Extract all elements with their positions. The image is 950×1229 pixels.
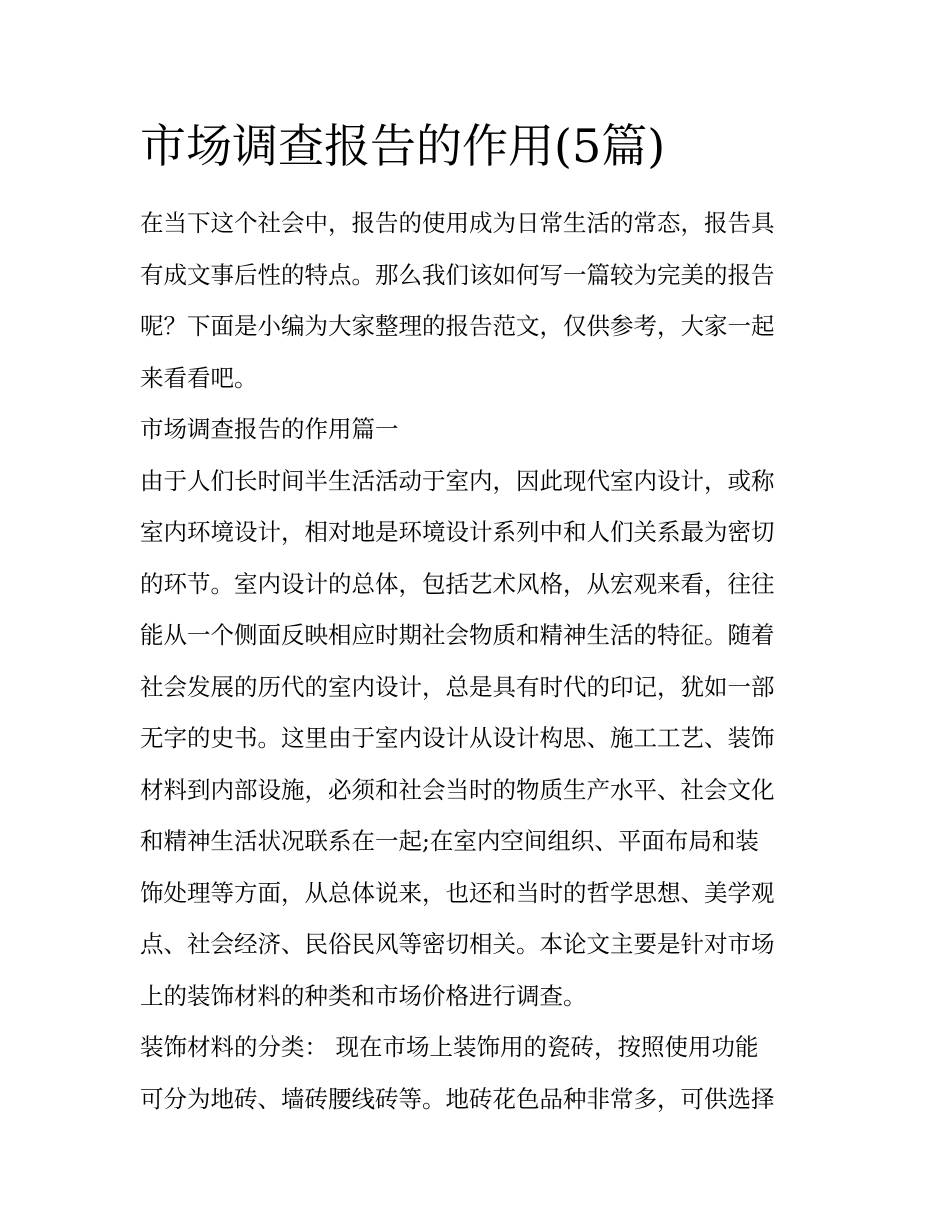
text-line: 可分为地砖、墙砖腰线砖等。地砖花色品种非常多，可供选择	[140, 1084, 775, 1113]
text-line: 无字的史书。这里由于室内设计从设计构思、施工工艺、装饰	[140, 724, 775, 752]
text-line: 点、社会经济、民俗民风等密切相关。本论文主要是针对市场	[140, 930, 775, 958]
text-line: 在当下这个社会中，报告的使用成为日常生活的常态，报告具	[140, 209, 775, 237]
text-line: 来看看吧。	[140, 363, 258, 392]
section-heading: 市场调查报告的作用篇一	[140, 415, 399, 443]
text-line: 有成文事后性的特点。那么我们该如何写一篇较为完美的报告	[140, 260, 775, 289]
text-line: 的环节。室内设计的总体，包括艺术风格，从宏观来看，往往	[140, 569, 775, 598]
document-title: 市场调查报告的作用(5篇)	[140, 119, 666, 173]
document-body	[140, 198, 812, 1125]
text-line: 呢？下面是小编为大家整理的报告范文，仅供参考，大家一起	[140, 312, 775, 340]
text-line: 和精神生活状况联系在一起;在室内空间组织、平面布局和装	[140, 827, 759, 855]
text-line: 材料到内部设施，必须和社会当时的物质生产水平、社会文化	[140, 775, 775, 804]
text-line: 由于人们长时间半生活活动于室内，因此现代室内设计，或称	[140, 466, 775, 495]
text-line: 装饰材料的分类： 现在市场上装饰用的瓷砖，按照使用功能	[140, 1033, 759, 1061]
text-line: 室内环境设计，相对地是环境设计系列中和人们关系最为密切	[140, 518, 775, 546]
text-line: 社会发展的历代的室内设计，总是具有时代的印记，犹如一部	[140, 672, 775, 701]
text-line: 上的装饰材料的种类和市场价格进行调查。	[140, 981, 587, 1010]
text-line: 饰处理等方面，从总体说来，也还和当时的哲学思想、美学观	[140, 878, 775, 907]
text-line: 能从一个侧面反映相应时期社会物质和精神生活的特征。随着	[140, 621, 775, 649]
